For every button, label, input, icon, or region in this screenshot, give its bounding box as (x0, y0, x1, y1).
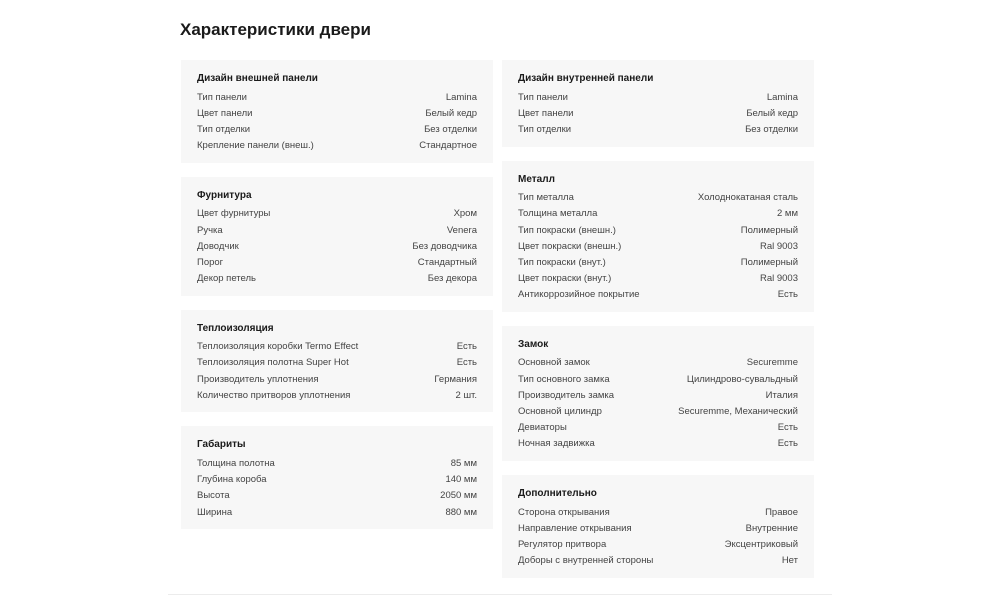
spec-value: Venera (446, 224, 477, 236)
spec-card-additional (502, 475, 814, 578)
spec-value: Германия (434, 373, 477, 385)
spec-row (518, 355, 798, 371)
spec-card-inner-panel (502, 60, 814, 147)
spec-row (197, 488, 477, 504)
spec-label: Тип покраски (внут.) (518, 256, 606, 268)
spec-value: 2 шт. (455, 389, 477, 401)
spec-value: Белый кедр (425, 107, 477, 119)
spec-row (197, 504, 477, 520)
spec-row (197, 339, 477, 355)
spec-label: Тип покраски (внешн.) (518, 224, 616, 236)
spec-row (197, 206, 477, 222)
spec-value: Без доводчика (412, 240, 477, 252)
spec-value: Холоднокатаная сталь (697, 192, 798, 204)
spec-label: Основной замок (518, 357, 590, 369)
spec-value: Белый кедр (746, 107, 798, 119)
card-title: Габариты (197, 439, 246, 451)
spec-row (197, 121, 477, 137)
spec-card-metal (502, 161, 814, 312)
spec-value: Без отделки (424, 123, 477, 135)
spec-row (518, 287, 798, 303)
spec-row (518, 436, 798, 452)
spec-label: Доборы с внутренней стороны (518, 555, 654, 567)
card-title: Дизайн внешней панели (197, 73, 318, 84)
spec-label: Цвет панели (197, 107, 253, 119)
spec-label: Тип металла (518, 192, 574, 204)
spec-label: Регулятор притвора (518, 538, 607, 550)
spec-row (518, 504, 798, 520)
spec-label: Ручка (197, 224, 223, 236)
spec-value: Цилиндрово-сувальдный (686, 373, 798, 385)
spec-value: Нет (781, 555, 798, 567)
spec-card-dimensions (181, 426, 493, 529)
spec-value: Ral 9003 (759, 240, 798, 252)
spec-label: Теплоизоляция коробки Termo Effect (197, 341, 359, 353)
spec-row (197, 455, 477, 471)
spec-row (197, 222, 477, 238)
spec-label: Доводчик (197, 240, 239, 252)
spec-value: Есть (777, 289, 798, 301)
spec-row (197, 105, 477, 121)
spec-value: Lamina (445, 91, 477, 103)
spec-value: Хром (453, 208, 477, 220)
spec-label: Толщина металла (518, 208, 598, 220)
spec-label: Цвет покраски (внут.) (518, 273, 612, 285)
spec-label: Декор петель (197, 273, 257, 285)
spec-row (518, 105, 798, 121)
spec-value: Lamina (766, 91, 798, 103)
spec-row (197, 371, 477, 387)
spec-label: Девиаторы (518, 422, 567, 434)
spec-row (518, 387, 798, 403)
spec-row (518, 206, 798, 222)
spec-label: Высота (197, 490, 230, 502)
spec-row (518, 222, 798, 238)
page-title: Характеристики двери (180, 20, 371, 39)
spec-value: Securemme (746, 357, 798, 369)
spec-label: Производитель уплотнения (197, 373, 319, 385)
spec-row (197, 138, 477, 154)
spec-label: Тип панели (197, 91, 247, 103)
spec-value: 140 мм (445, 474, 477, 486)
spec-label: Тип отделки (197, 123, 251, 135)
spec-label: Сторона открывания (518, 506, 610, 518)
spec-label: Крепление панели (внеш.) (197, 140, 314, 152)
spec-value: Эксцентриковый (724, 538, 798, 550)
spec-value: Без отделки (745, 123, 798, 135)
spec-label: Производитель замка (518, 389, 615, 401)
card-title: Металл (518, 173, 555, 185)
card-title: Дополнительно (518, 488, 597, 499)
spec-label: Ночная задвижка (518, 438, 595, 450)
card-title: Теплоизоляция (197, 322, 274, 334)
spec-card-hardware (181, 177, 493, 296)
spec-value: 85 мм (450, 458, 477, 470)
spec-label: Антикоррозийное покрытие (518, 289, 640, 301)
spec-row (518, 553, 798, 569)
spec-label: Порог (197, 256, 224, 268)
spec-label: Основной цилиндр (518, 406, 602, 418)
spec-value: 880 мм (445, 506, 477, 518)
spec-label: Цвет панели (518, 107, 574, 119)
spec-row (518, 536, 798, 552)
spec-row (518, 520, 798, 536)
spec-value: 2050 мм (440, 490, 477, 502)
bottom-divider (168, 594, 832, 595)
spec-row (518, 121, 798, 137)
spec-row (518, 89, 798, 105)
card-title: Замок (518, 338, 549, 350)
spec-label: Цвет фурнитуры (197, 208, 271, 220)
spec-label: Толщина полотна (197, 458, 275, 470)
spec-label: Тип основного замка (518, 373, 610, 385)
spec-value: Без декора (427, 273, 477, 285)
card-title: Дизайн внутренней панели (518, 73, 654, 84)
spec-label: Направление открывания (518, 522, 632, 534)
spec-label: Тип отделки (518, 123, 572, 135)
spec-value: Правое (765, 506, 798, 518)
spec-value: Полимерный (740, 224, 798, 236)
spec-row (518, 190, 798, 206)
spec-row (518, 403, 798, 419)
spec-label: Ширина (197, 506, 233, 518)
spec-value: Полимерный (740, 256, 798, 268)
spec-value: Есть (456, 357, 477, 369)
spec-row (197, 89, 477, 105)
spec-label: Количество притворов уплотнения (197, 389, 351, 401)
spec-value: Ral 9003 (759, 273, 798, 285)
spec-row (518, 271, 798, 287)
spec-row (197, 271, 477, 287)
spec-row (518, 238, 798, 254)
spec-row (197, 472, 477, 488)
spec-row (518, 371, 798, 387)
spec-label: Тип панели (518, 91, 568, 103)
spec-value: Securemme, Механический (678, 406, 798, 418)
specs-column-right (502, 60, 814, 592)
spec-row (197, 238, 477, 254)
spec-card-outer-panel (181, 60, 493, 163)
spec-card-lock (502, 326, 814, 461)
spec-value: Есть (777, 422, 798, 434)
spec-row (518, 254, 798, 270)
specs-column-left (181, 60, 493, 543)
spec-value: Стандартное (419, 140, 477, 152)
spec-value: 2 мм (777, 208, 798, 220)
spec-row (197, 254, 477, 270)
spec-row (518, 420, 798, 436)
spec-value: Есть (777, 438, 798, 450)
spec-value: Италия (765, 389, 798, 401)
card-title: Фурнитура (197, 189, 252, 201)
spec-card-insulation (181, 310, 493, 413)
spec-label: Теплоизоляция полотна Super Hot (197, 357, 349, 369)
spec-label: Цвет покраски (внешн.) (518, 240, 622, 252)
spec-row (197, 355, 477, 371)
spec-label: Глубина короба (197, 474, 267, 486)
spec-value: Внутренние (745, 522, 798, 534)
spec-value: Стандартный (417, 256, 477, 268)
spec-row (197, 387, 477, 403)
spec-value: Есть (456, 341, 477, 353)
